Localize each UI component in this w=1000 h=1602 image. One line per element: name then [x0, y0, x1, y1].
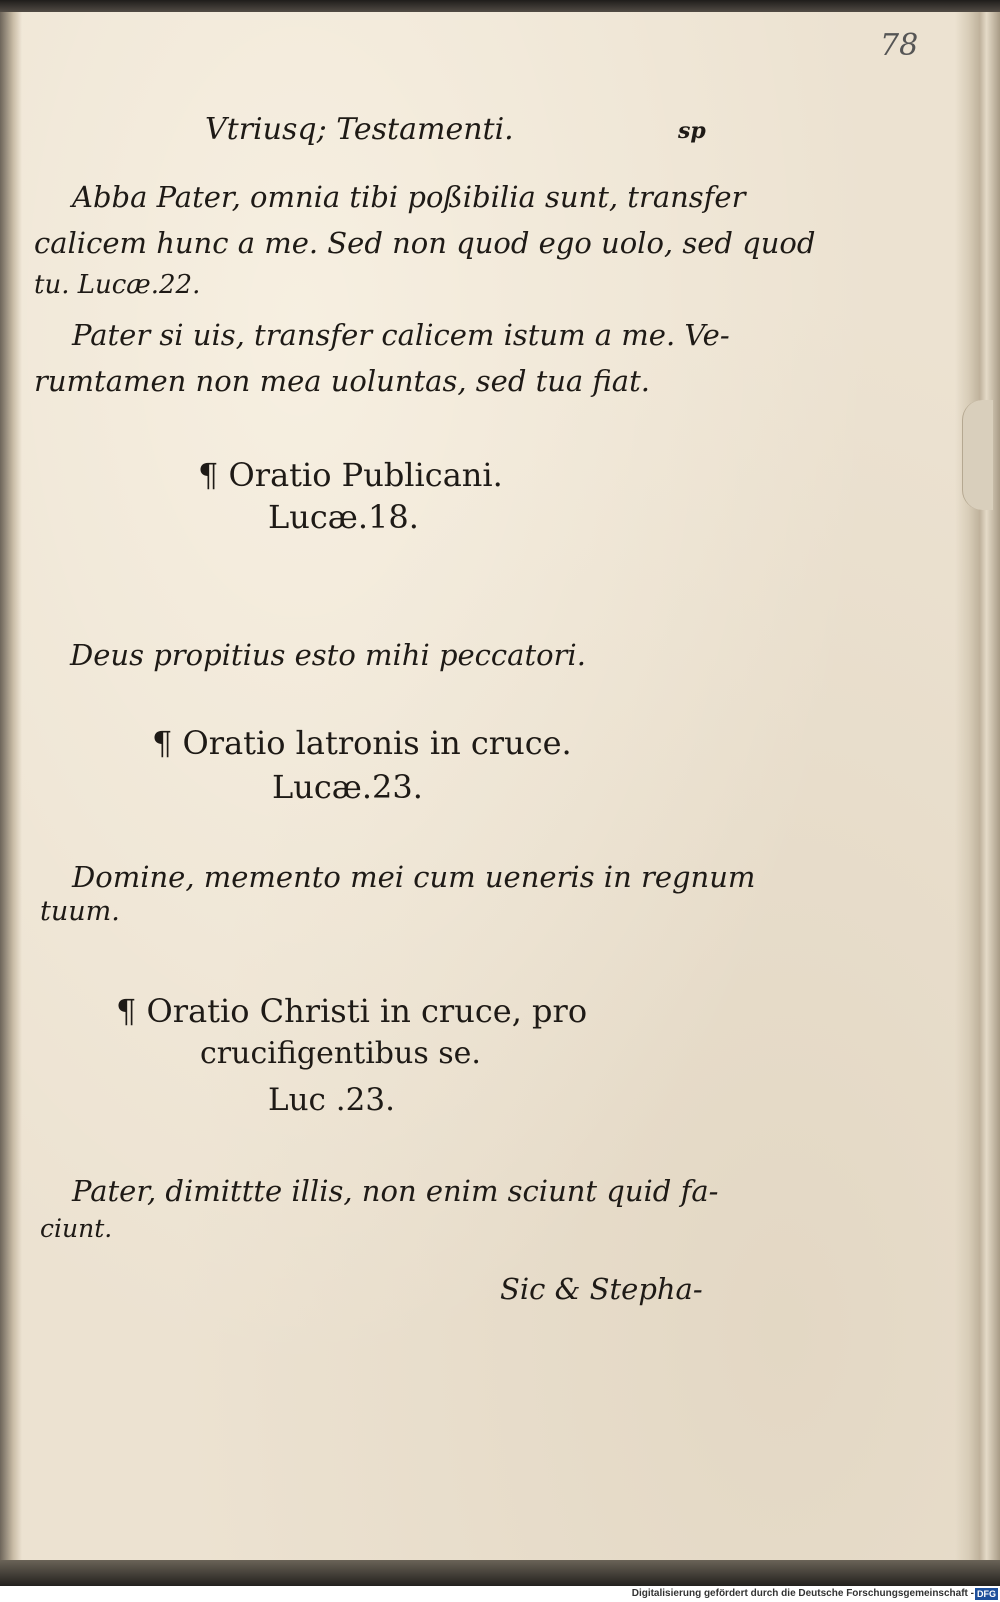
text-line: ciunt. [40, 1214, 113, 1243]
text-line: rumtamen non mea uoluntas, sed tua fiat. [34, 364, 650, 398]
running-head: Vtriusq; Testamenti. [205, 112, 514, 147]
section-reference: Luc .23. [268, 1082, 395, 1118]
text-line: Deus propitius esto mihi peccatori. [70, 638, 586, 672]
section-reference: Lucæ.18. [268, 498, 419, 536]
section-reference: Lucæ.23. [272, 768, 423, 806]
page-tab [962, 400, 993, 510]
book-bottom-edge [0, 1560, 1000, 1586]
text-line: tu. Lucæ.22. [34, 270, 201, 300]
section-heading: crucifigentibus se. [200, 1036, 481, 1071]
text-line: Pater, dimittte illis, non enim sciunt quid fa- [72, 1174, 719, 1208]
digitization-footer [0, 1586, 1000, 1602]
binding-shadow [0, 12, 22, 1562]
section-heading: ¶ Oratio Publicani. [198, 456, 503, 494]
page-edge-right [955, 12, 1000, 1562]
section-heading: ¶ Oratio Christi in cruce, pro [116, 992, 588, 1030]
text-line: calicem hunc a me. Sed non quod ego uolo, sed quod [34, 226, 816, 260]
footer-credit: Digitalisierung gefördert durch die Deutsche Forschungsgemeinschaft - [631, 1588, 974, 1599]
section-heading: ¶ Oratio latronis in cruce. [152, 724, 572, 762]
text-line: Pater si uis, transfer calicem istum a me. Ve- [72, 318, 730, 352]
text-line: tuum. [40, 896, 120, 927]
folio-number: 78 [880, 28, 919, 63]
catchword: Sic & Stepha- [500, 1272, 703, 1306]
dfg-logo: DFG [977, 1589, 996, 1599]
text-line: Domine, memento mei cum ueneris in regnum [72, 860, 756, 894]
text-line: Abba Pater, omnia tibi poßibilia sunt, transfer [72, 180, 746, 214]
signature-mark: sp [678, 118, 706, 144]
